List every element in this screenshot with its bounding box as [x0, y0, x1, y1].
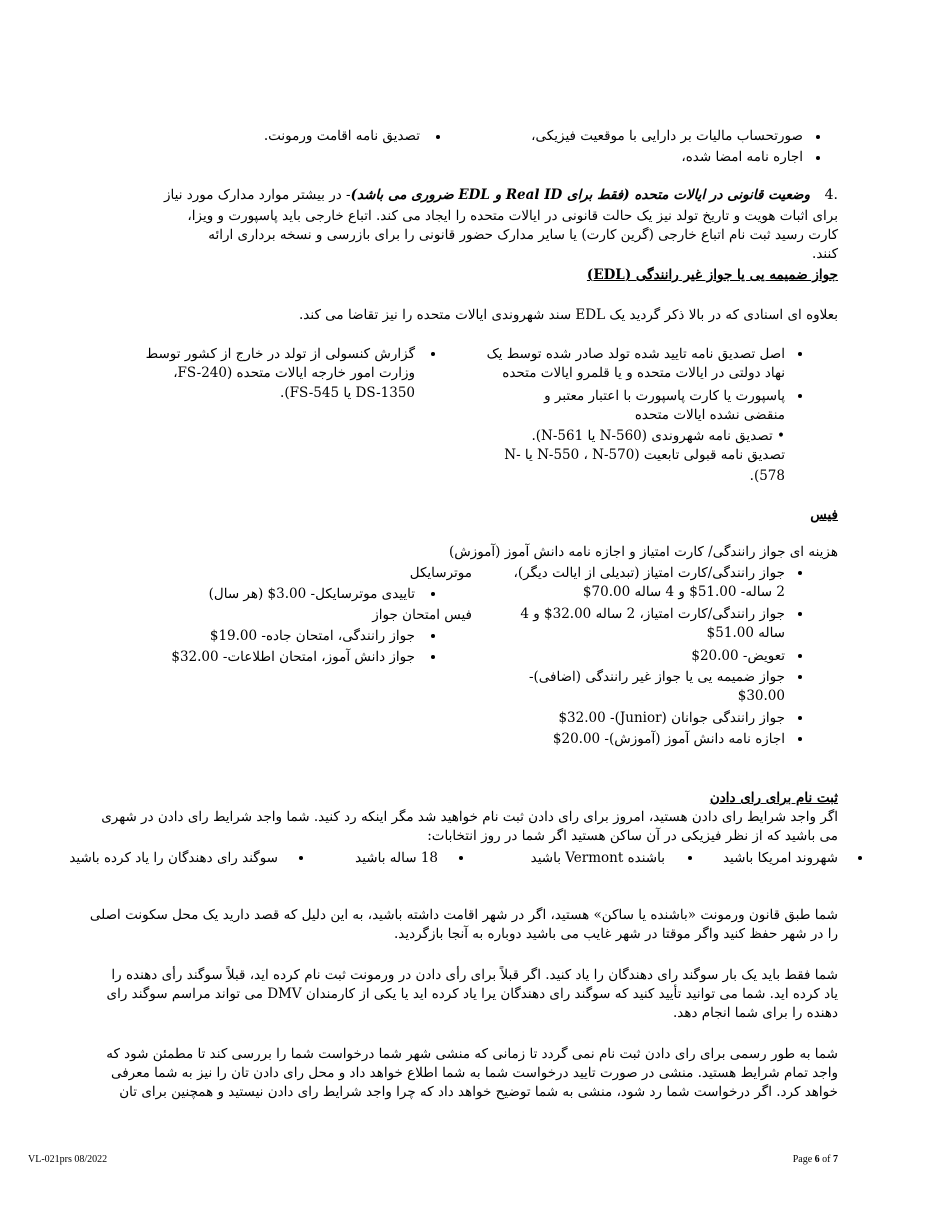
- voting-req-resident: باشنده Vermont باشید: [530, 850, 665, 866]
- voting-p3-line3: دهنده را برای شما انجام دهد.: [672, 1005, 838, 1021]
- edl-intro: بعلاوه ای اسنادی که در بالا ذکر گردید یک EDL سند شهروندی ایالات متحده را نیز تقاضا می کند.: [299, 307, 838, 323]
- edl-passport-b: منقضی نشده ایالات متحده: [634, 407, 785, 423]
- section4-line1: [164, 186, 810, 205]
- edl-consular-c: DS-1350 یا FS-545).: [280, 385, 415, 401]
- footer-page-word: Page: [792, 1154, 813, 1165]
- fee-transfer-a: جواز رانندگی/کارت امتیاز (تبدیلی از ایالت دیگر)،: [513, 565, 785, 581]
- bullet-icon: [431, 634, 435, 638]
- bullet-icon: [858, 856, 862, 860]
- fee-junior: جواز رانندگی جوانان (Junior)- $32.00: [558, 710, 785, 726]
- bullet-icon: [798, 654, 802, 658]
- bullet-icon: [431, 655, 435, 659]
- voting-req-age: 18 ساله باشید: [355, 850, 438, 866]
- edl-birth-cert-b: نهاد دولتی در ایالات متحده و یا قلمرو ایالات متحده: [502, 365, 785, 381]
- section4-line4: کنند.: [812, 246, 838, 262]
- footer-page-current: 6: [814, 1154, 820, 1165]
- fee-road-test: جواز رانندگی، امتحان جاده- 19.00$: [209, 628, 415, 644]
- bullet-icon: [299, 856, 303, 860]
- fee-motorcycle: تاییدی موترسایکل- 3.00$ (هر سال): [208, 586, 415, 602]
- voting-req-citizen: شهروند امریکا باشید: [722, 850, 838, 866]
- doc-property-tax: صورتحساب مالیات بر دارایی با موقعیت فیزیکی،: [531, 128, 803, 144]
- bullet-icon: [816, 156, 820, 160]
- edl-birth-cert-a: اصل تصدیق نامه تایید شده تولد صادر شده توسط یک: [486, 346, 785, 362]
- edl-citizenship-c: 578).: [749, 468, 785, 484]
- bullet-icon: [798, 737, 802, 741]
- fee-learner: اجازه نامه دانش آموز (آموزش)- 20.00$: [552, 731, 785, 747]
- footer-of-word: of: [822, 1154, 831, 1165]
- bullet-icon: [798, 716, 802, 720]
- edl-passport-a: پاسپورت یا کارت پاسپورت با اعتبار معتبر و: [544, 388, 785, 404]
- voting-p4-line3: خواهد کرد. اگر درخواست شما رد شود، منشی به شما توضیح خواهد داد که چرا واجد شرایط رای دادن نیستید و همچنین برای تان: [119, 1084, 838, 1100]
- edl-citizenship-a: • تصدیق نامه شهروندی (N-560 یا N-561).: [531, 428, 785, 444]
- bullet-icon: [798, 612, 802, 616]
- bullet-icon: [816, 135, 820, 139]
- section4-number: 4.: [824, 187, 838, 203]
- doc-residency-cert: تصدیق نامه اقامت ورمونت.: [263, 128, 420, 144]
- fees-intro: هزینه ای جواز رانندگی/ کارت امتیاز و اجازه نامه دانش آموز (آموزش): [448, 544, 838, 560]
- edl-citizenship-b: تصدیق نامه قبولی تابعیت (N-550 ، N-570 یا -N: [504, 447, 785, 463]
- bullet-icon: [798, 675, 802, 679]
- bullet-icon: [459, 856, 463, 860]
- fee-transfer-b: 2 ساله- 51.00$ و 4 ساله 70.00$: [582, 584, 785, 600]
- bullet-icon: [431, 592, 435, 596]
- voting-p4-line1: شما به طور رسمی برای رای دادن ثبت نام نمی گردد تا زمانی که منشی شهر شما درخواست شما را بررسی کند تا مطمئن شود که: [106, 1046, 838, 1062]
- bullet-icon: [798, 571, 802, 575]
- section4-title: وضعیت قانونی در ایالات متحده (فقط برای Real ID و EDL ضروری می باشد): [350, 187, 810, 203]
- fee-replacement: تعویض- 20.00$: [691, 648, 785, 664]
- fee-knowledge-test: جواز دانش آموز، امتحان اطلاعات- 32.00$: [171, 649, 415, 665]
- voting-p1-line1: اگر واجد شرایط رای دادن هستید، امروز برای رای دادن ثبت نام خواهید شد مگر اینکه رد کنید. شما واجد شرایط رای دادن در شهری: [101, 809, 838, 825]
- fee-edl-a: جواز ضمیمه یی یا جواز غیر رانندگی (اضافی)-: [528, 669, 785, 685]
- fees-motorcycle-heading: موترسایکل: [409, 565, 472, 581]
- voting-req-oath: سوگند رای دهندگان را یاد کرده باشید: [69, 850, 278, 866]
- fees-heading: فیس: [810, 507, 838, 523]
- section4-line3: کارت رسید ثبت نام اتباع خارجی (گرین کارت) یا سایر مدارک حضور قانونی را برای بازرسی و نسخه برداری ارائه: [208, 227, 838, 243]
- voting-p3-line2: یاد کرده اید. شما می توانید تأیید کنید که سوگند رای دهندگان یرا یاد کرده اید یا یکی از کارمندان DMV می تواند مراسم سوگند رای: [106, 986, 838, 1002]
- bullet-icon: [798, 394, 802, 398]
- fee-license-a: جواز رانندگی/کارت امتیاز، 2 ساله 32.00$ و 4: [520, 606, 785, 622]
- voting-p1-line2: می باشید که از نظر فیزیکی در آن ساکن هستید اگر شما در روز انتخابات:: [427, 828, 838, 844]
- edl-consular-a: گزارش کنسولی از تولد در خارج از کشور توسط: [145, 346, 415, 362]
- voting-p2-line2: را در شهر حفظ کنید واگر موقتا در شهر غایب می باشید دوباره به آنجا بازگردید.: [393, 926, 838, 942]
- bullet-icon: [688, 856, 692, 860]
- footer-page-total: 7: [833, 1154, 838, 1165]
- fee-license-b: ساله 51.00$: [706, 625, 785, 641]
- edl-heading: جواز ضمیمه یی یا جواز غیر رانندگی (EDL): [586, 267, 838, 283]
- section4-line1-rest: - در بیشتر موارد مدارک مورد نیاز: [164, 187, 351, 203]
- doc-signed-lease: اجاره نامه امضا شده،: [681, 149, 803, 165]
- footer-page-number: [793, 1154, 838, 1165]
- voting-heading: ثبت نام برای رای دادن: [709, 790, 838, 806]
- voting-p4-line2: واجد تمام شرایط هستید. منشی در صورت تایید درخواست شما به شما اطلاع خواهد داد و محل رای دادن تان را نیز به شما معرفی: [110, 1065, 838, 1081]
- bullet-icon: [436, 135, 440, 139]
- bullet-icon: [798, 352, 802, 356]
- voting-p2-line1: شما طبق قانون ورمونت «باشنده یا ساکن» هستید، اگر در شهر اقامت داشته باشید، به این دلیل که قصد دارید یک محل سکونت اصلی: [89, 907, 838, 923]
- footer-form-code: VL-021prs 08/2022: [28, 1154, 108, 1165]
- section4-line2: برای اثبات هویت و تاریخ تولد نیز یک حالت قانونی در ایالات متحده را ایجاد می کند. اتباع خارجی باید پاسپورت و ویزا،: [187, 208, 838, 224]
- edl-consular-b: وزارت امور خارجه ایالات متحده (FS-240،: [173, 365, 415, 381]
- fee-edl-b: $30.00: [737, 688, 785, 704]
- fees-exam-heading: فیس امتحان جواز: [372, 607, 472, 623]
- voting-p3-line1: شما فقط باید یک بار سوگند رای دهندگان را یاد کنید. اگر قبلاً برای رأی دادن در ورمونت ثبت نام کرده اید، قبلاً سوگند رأی دهنده را: [111, 967, 838, 983]
- bullet-icon: [431, 352, 435, 356]
